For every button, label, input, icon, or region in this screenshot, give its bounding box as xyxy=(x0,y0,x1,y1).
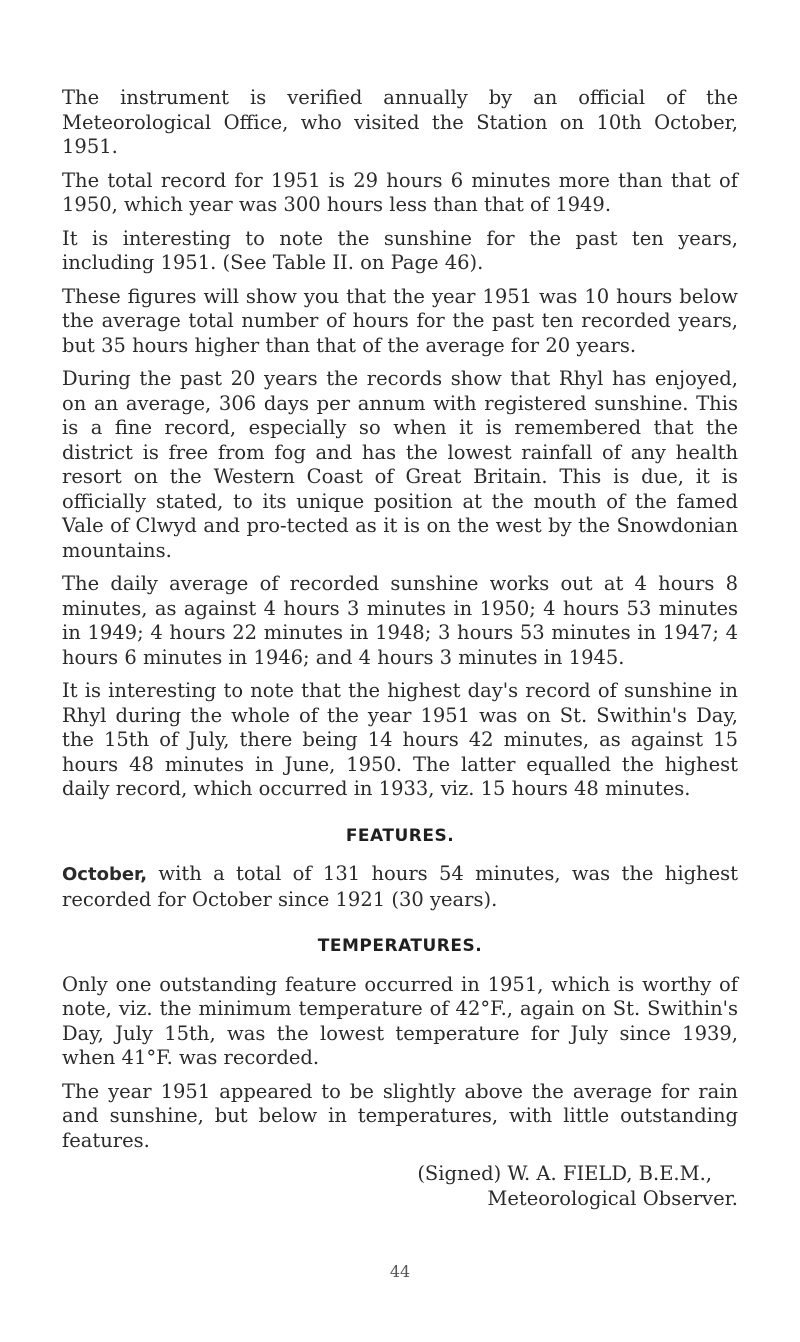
temperatures-heading: TEMPERATURES. xyxy=(317,936,483,956)
document-page xyxy=(62,86,738,1211)
paragraph-average-comparison: These figures will show you that the year 1951 was 10 hours below the average total number of hours for the past ten recorded years, but 35 hours higher than that of the average for 20 years. xyxy=(62,284,738,357)
signature-name: (Signed) W. A. FIELD, B.E.M., xyxy=(417,1162,712,1185)
paragraph-twenty-years: During the past 20 years the records show that Rhyl has enjoyed, on an average, 306 days per annum with registered sunshine. This is a fine record, especially so when it is remembered that the district is free from fog and has the lowest rainfall of any health resort on the Western Coast of Great Britain. This is due, it is officially stated, to its unique position at the mouth of the famed Vale of Clwyd and pro-tected as it is on the west by the Snowdonian mountains. xyxy=(62,367,738,562)
signature-block xyxy=(62,1162,738,1211)
paragraph-total-record: The total record for 1951 is 29 hours 6 minutes more than that of 1950, which year was 300 hours less than that of 1949. xyxy=(62,168,738,216)
paragraph-highest-day: It is interesting to note that the highest day's record of sunshine in Rhyl during the whole of the year 1951 was on St. Swithin's Day, the 15th of July, there being 14 hours 42 minutes, as against 15 hours 48 minutes in June, 1950. The latter equalled the highest daily record, which occurred in 1933, viz. 15 hours 48 minutes. xyxy=(62,679,738,800)
features-bold-word: October, xyxy=(62,864,148,885)
signature-title: Meteorological Observer. xyxy=(487,1186,738,1210)
features-paragraph xyxy=(62,862,738,912)
summary-paragraph: The year 1951 appeared to be slightly above the average for rain and sunshine, but below in temperatures, with little outstanding features. xyxy=(62,1079,738,1152)
paragraph-ten-years: It is interesting to note the sunshine for the past ten years, including 1951. (See Table II. on Page 46). xyxy=(62,226,738,274)
paragraph-daily-average: The daily average of recorded sunshine works out at 4 hours 8 minutes, as against 4 hours 3 minutes in 1950; 4 hours 53 minutes in 1949; 4 hours 22 minutes in 1948; 3 hours 53 minutes in 1947; 4 hours 6 minutes in 1946; and 4 hours 3 minutes in 1945. xyxy=(62,572,738,669)
features-text: with a total of 131 hours 54 minutes, was the highest recorded for October since 1921 (30 years). xyxy=(62,862,738,911)
page-number: 44 xyxy=(389,1262,411,1281)
features-heading: FEATURES. xyxy=(345,825,455,846)
paragraph-instrument-verification: The instrument is verified annually by an official of the Meteorological Office, who visited the Station on 10th October, 1951. xyxy=(62,86,738,158)
temperatures-paragraph: Only one outstanding feature occurred in 1951, which is worthy of note, viz. the minimum temperature of 42°F., again on St. Swithin's Day, July 15th, was the lowest temperature for July since 1939, when 41°F. was recorded. xyxy=(62,972,738,1069)
